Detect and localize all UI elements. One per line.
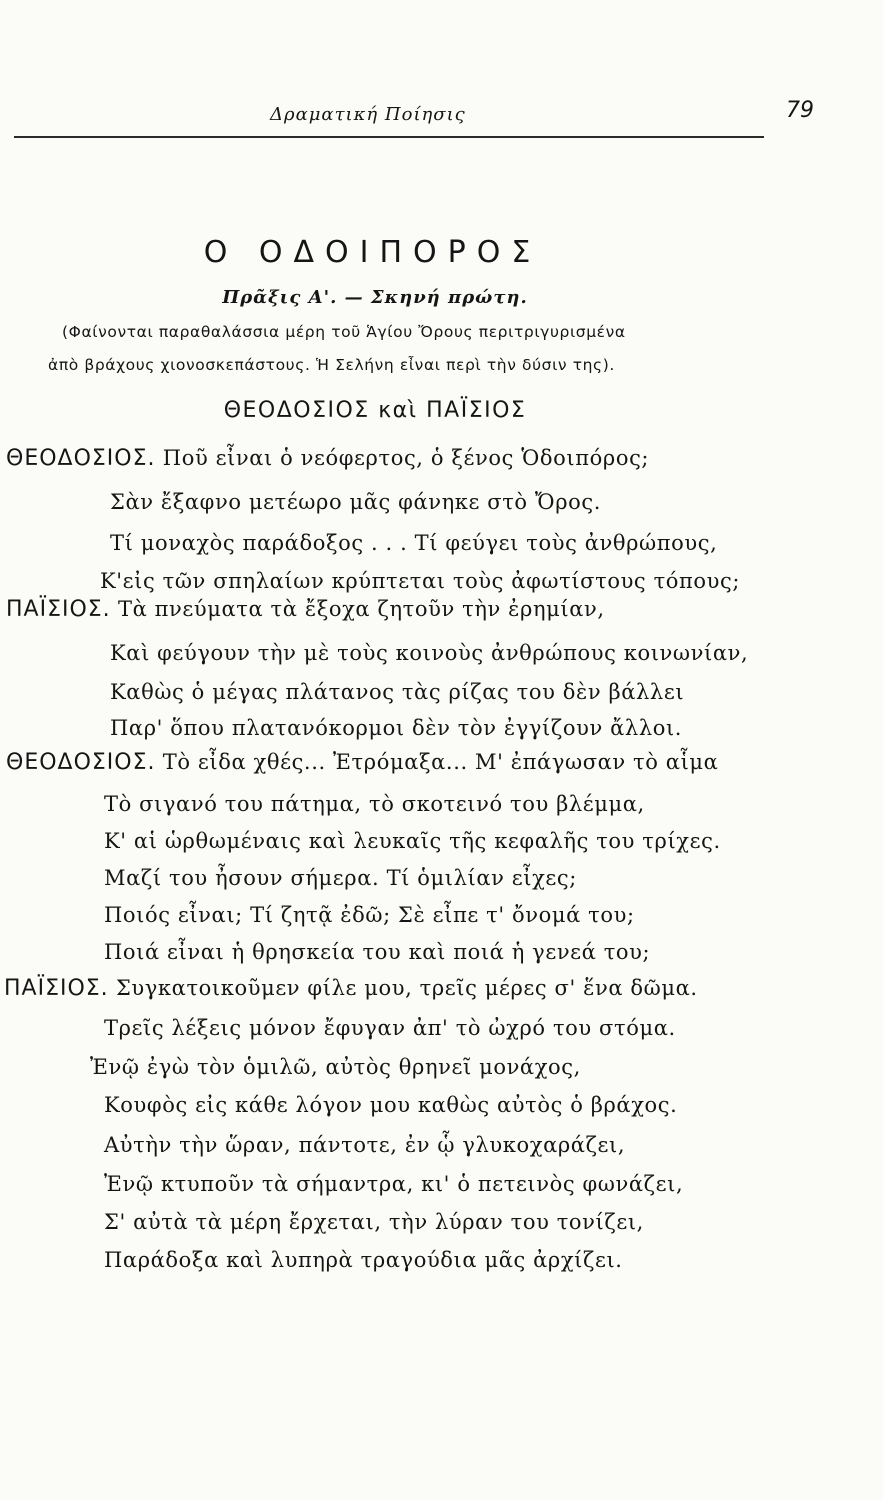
verse-text: Τρεῖς λέξεις μόνον ἔφυγαν ἀπ' τὸ ὠχρό του στόμα. [104,1016,676,1040]
verse-line [6,750,718,775]
act-scene-heading: Πρᾶξις Α'. — Σκηνή πρώτη. [222,287,528,308]
verse-line [6,446,649,471]
verse-text: Ποιά εἶναι ἡ θρησκεία του καὶ ποιά ἡ γενεά του; [104,940,651,964]
verse-line [110,490,601,514]
verse-text: Καθὼς ὁ μέγας πλάτανος τὰς ρίζας του δὲν βάλλει [110,680,685,704]
header-rule [14,136,764,138]
verse-line [104,1248,623,1272]
verse-text: Τὰ πνεύματα τὰ ἔξοχα ζητοῦν τὴν ἐρημίαν, [117,597,605,621]
verse-text: Κουφὸς εἰς κάθε λόγον μου καθὼς αὐτὸς ὁ βράχος. [104,1093,678,1117]
verse-text: Τί μοναχὸς παράδοξος . . . Τί φεύγει τοὺς ἀνθρώπους, [110,531,718,555]
verse-text: Ποῦ εἶναι ὁ νεόφερτος, ὁ ξένος Ὁδοιπόρος; [162,446,650,470]
verse-line [110,531,717,555]
verse-text: Σ' αὐτὰ τὰ μέρη ἔρχεται, τὴν λύραν του τονίζει, [104,1210,644,1234]
verse-text: Συγκατοικοῦμεν φίλε μου, τρεῖς μέρες σ' ἕνα δῶμα. [115,976,698,1000]
verse-line [104,1172,683,1196]
speaker-name: ΠΑΪΣΙΟΣ. [6,597,111,622]
verse-text: Σὰν ἔξαφνο μετέωρο μᾶς φάνηκε στὸ Ὄρος. [110,490,602,514]
verse-line [104,1093,677,1117]
verse-text: Ποιός εἶναι; Τί ζητᾷ ἐδῶ; Σὲ εἶπε τ' ὄνομά του; [104,903,635,927]
verse-text: Παράδοξα καὶ λυπηρὰ τραγούδια μᾶς ἀρχίζει. [104,1248,623,1272]
verse-line [6,597,605,622]
verse-text: Τὸ εἶδα χθές... Ἐτρόμαξα... Μ' ἐπάγωσαν τὸ αἷμα [162,750,719,774]
verse-text: Μαζί του ἦσουν σήμερα. Τί ὁμιλίαν εἶχες; [104,866,577,890]
speaker-name: ΘΕΟΔΟΣΙΟΣ. [6,446,156,471]
page-number: 79 [786,98,814,123]
verse-line [110,680,684,704]
verse-line [100,569,740,593]
verse-text: Τὸ σιγανό του πάτημα, τὸ σκοτεινό του βλέμμα, [104,792,645,816]
stage-direction-line: (Φαίνονται παραθαλάσσια μέρη τοῦ Ἁγίου Ὄρους περιτριγυρισμένα [62,323,626,341]
verse-line [104,940,650,964]
speaker-name: ΘΕΟΔΟΣΙΟΣ. [6,750,156,775]
speaker-name: ΠΑΪΣΙΟΣ. [4,976,109,1001]
verse-line [110,716,682,740]
verse-text: Παρ' ὅπου πλατανόκορμοι δὲν τὸν ἐγγίζουν ἄλλοι. [110,716,683,740]
verse-line [104,1210,644,1234]
verse-line [90,1055,581,1079]
play-title: Ο ΟΔΟΙΠΟΡΟΣ [203,235,542,270]
verse-text: Κ' αἱ ὡρθωμέναις καὶ λευκαῖς τῆς κεφαλῆς του τρίχες. [104,829,721,853]
verse-line [110,641,748,665]
verse-line [104,866,577,890]
verse-line [104,829,721,853]
characters-heading: ΘΕΟΔΟΣΙΟΣ καὶ ΠΑΪΣΙΟΣ [223,398,527,423]
verse-line [104,903,635,927]
stage-direction-line: ἀπὸ βράχους χιονοσκεπάστους. Ἡ Σελήνη εἶναι περὶ τὴν δύσιν της). [48,356,615,374]
verse-text: Ἐνῷ ἐγὼ τὸν ὁμιλῶ, αὐτὸς θρηνεῖ μονάχος, [90,1055,581,1079]
verse-text: Ἐνῷ κτυποῦν τὰ σήμαντρα, κι' ὁ πετεινὸς φωνάζει, [104,1172,684,1196]
verse-line [4,976,698,1001]
verse-line [104,1133,625,1157]
verse-line [104,1016,676,1040]
verse-text: Κ'εἰς τῶν σπηλαίων κρύπτεται τοὺς ἀφωτίστους τόπους; [100,569,741,593]
verse-line [104,792,645,816]
verse-text: Καὶ φεύγουν τὴν μὲ τοὺς κοινοὺς ἀνθρώπους κοινωνίαν, [110,641,749,665]
verse-text: Αὐτὴν τὴν ὥραν, πάντοτε, ἐν ᾧ γλυκοχαράζει, [104,1133,626,1157]
running-head: Δραματική Ποίησις [270,104,466,125]
